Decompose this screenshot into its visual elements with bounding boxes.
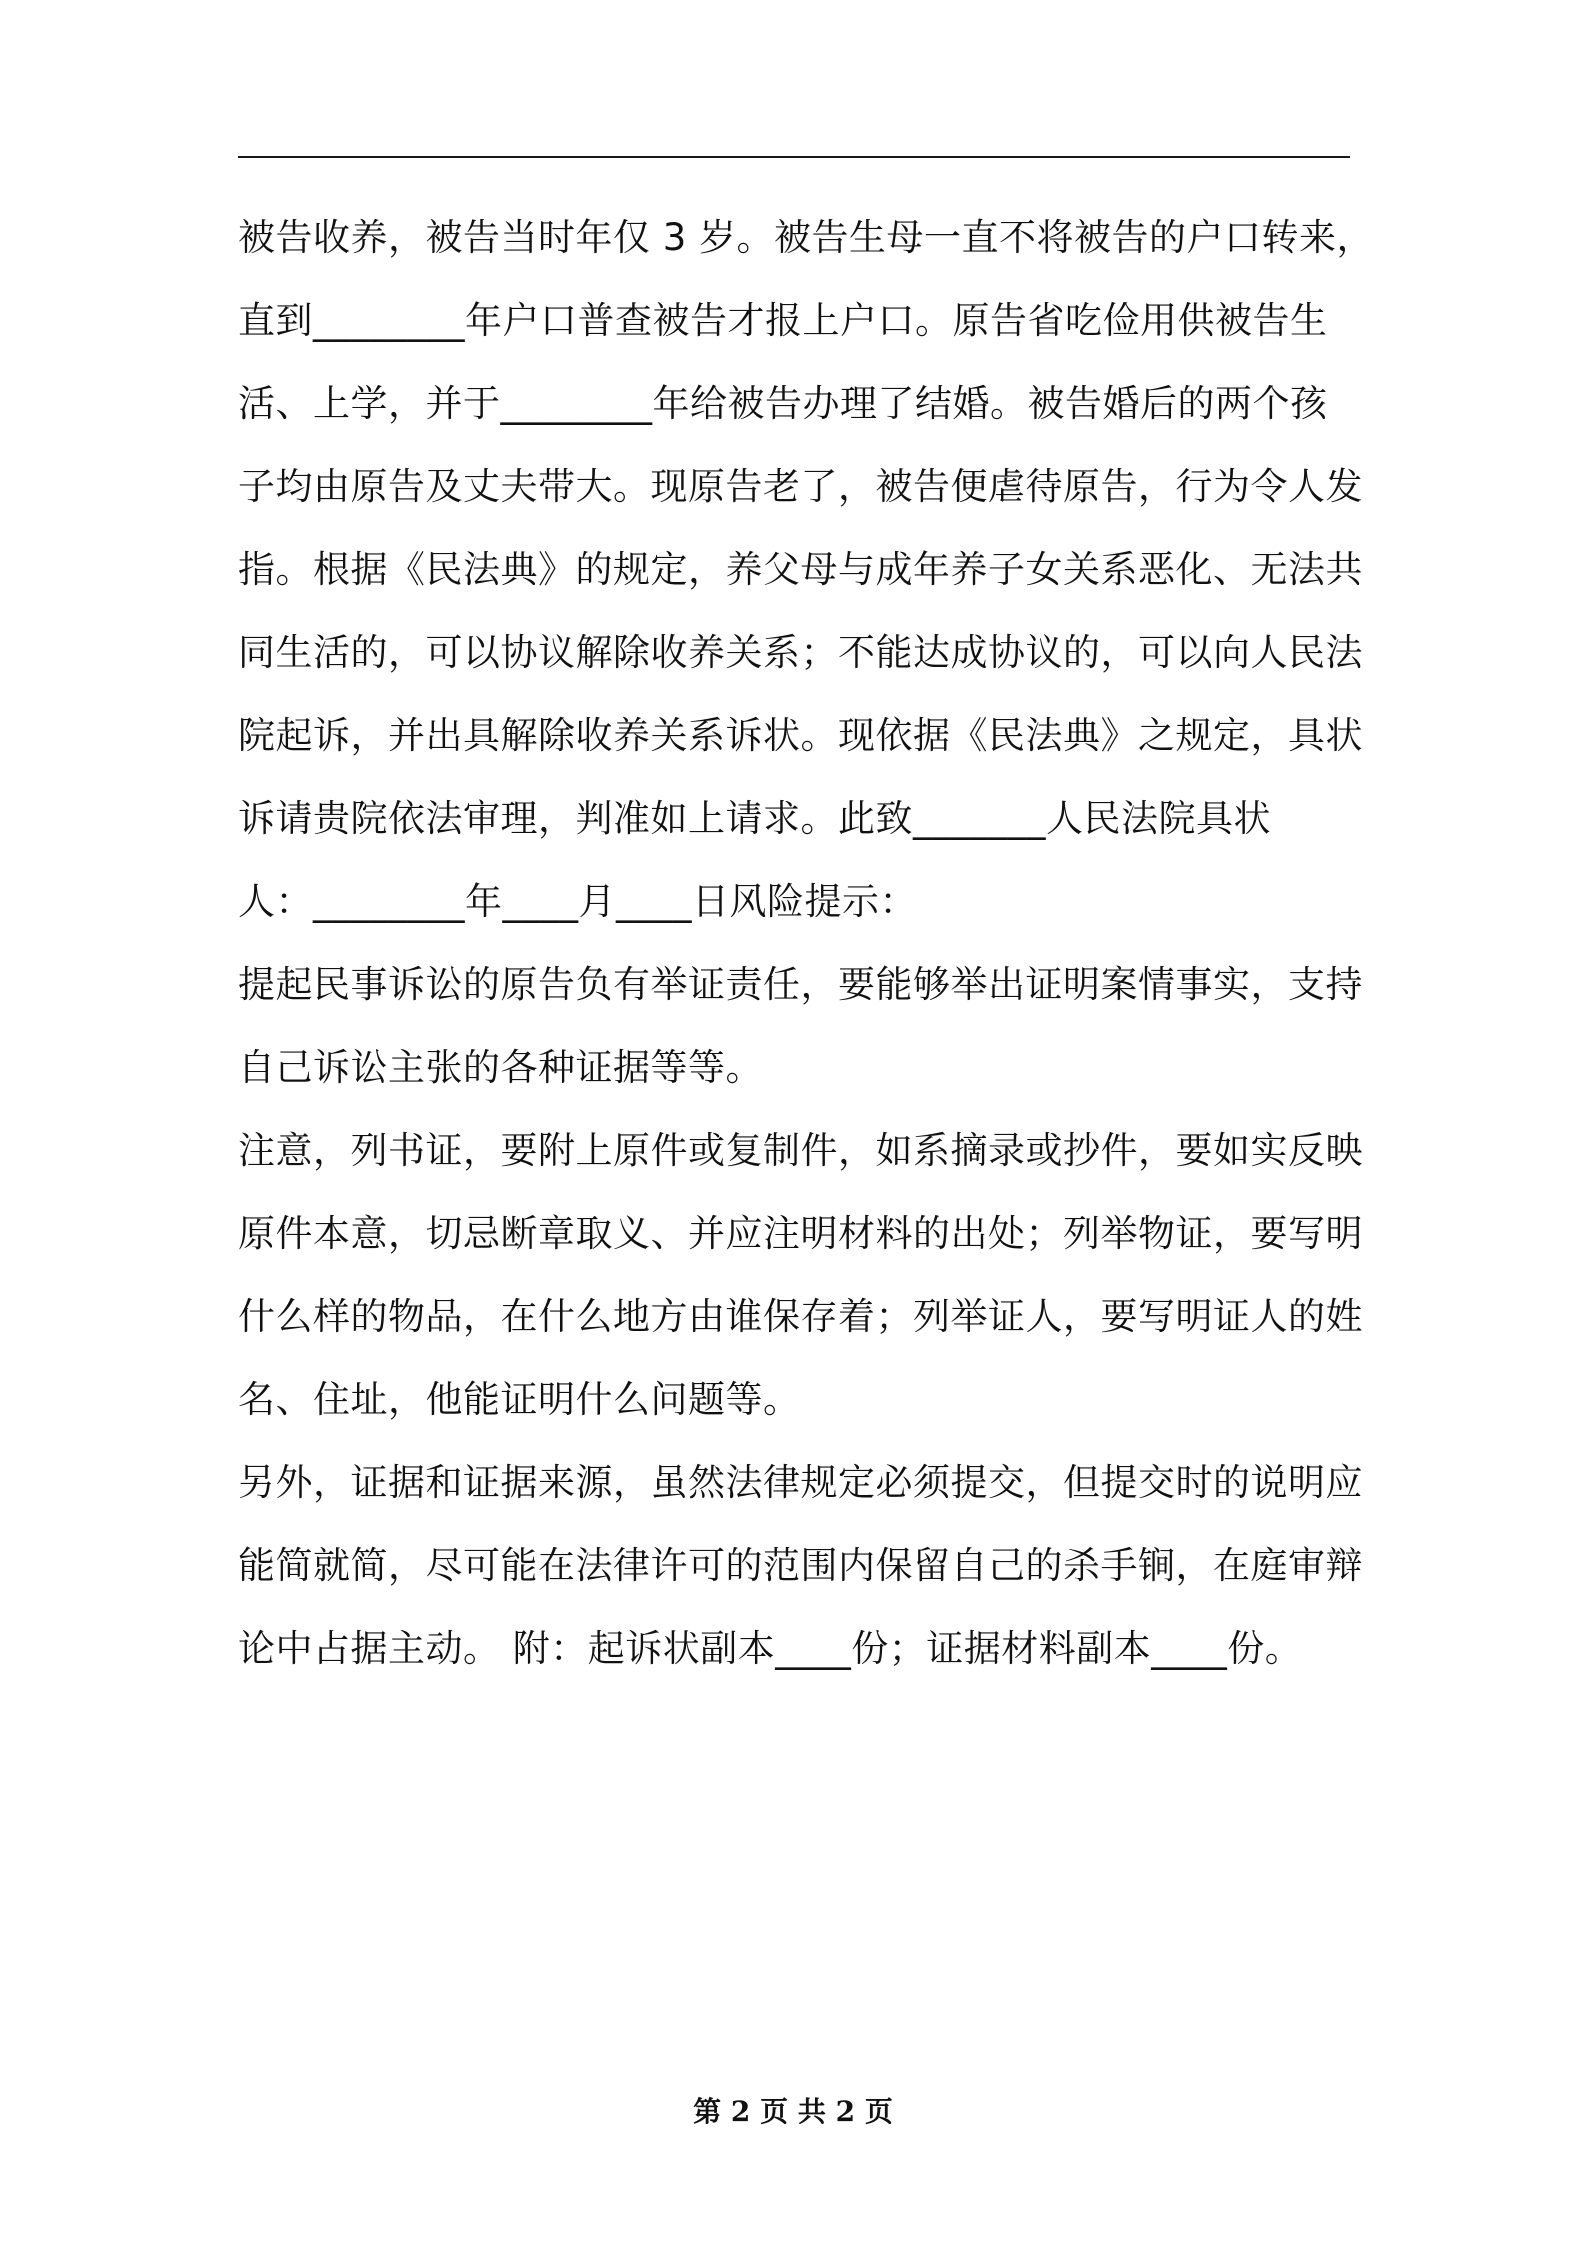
page-number: 第 2 页 共 2 页 (693, 2095, 893, 2128)
body-line: 什么样的物品，在什么地方由谁保存着；列举证人，要写明证人的姓 (238, 1295, 1363, 1338)
body-line: 诉请贵院依法审理，判准如上请求。此致_______人民法院具状 (238, 797, 1271, 840)
header-divider (238, 156, 1350, 158)
body-line: 原件本意，切忌断章取义、并应注明材料的出处；列举物证，要写明 (238, 1212, 1363, 1255)
body-line: 能简就简，尽可能在法律许可的范围内保留自己的杀手锏，在庭审辩 (238, 1544, 1363, 1587)
body-line: 活、上学，并于________年给被告办理了结婚。被告婚后的两个孩 (238, 382, 1328, 425)
body-line: 自己诉讼主张的各种证据等等。 (238, 1046, 763, 1089)
body-line: 同生活的，可以协议解除收养关系；不能达成协议的，可以向人民法 (238, 631, 1363, 674)
body-line: 院起诉，并出具解除收养关系诉状。现依据《民法典》之规定，具状 (238, 714, 1363, 757)
body-line: 子均由原告及丈夫带大。现原告老了，被告便虐待原告，行为令人发 (238, 465, 1363, 508)
body-line: 提起民事诉讼的原告负有举证责任，要能够举出证明案情事实，支持 (238, 963, 1363, 1006)
body-line: 名、住址，他能证明什么问题等。 (238, 1378, 801, 1421)
body-line: 被告收养，被告当时年仅 3 岁。被告生母一直不将被告的户口转来， (238, 216, 1375, 259)
body-line: 指。根据《民法典》的规定，养父母与成年养子女关系恶化、无法共 (238, 548, 1363, 591)
body-line: 注意，列书证，要附上原件或复制件，如系摘录或抄件，要如实反映 (238, 1129, 1363, 1172)
body-line: 论中占据主动。 附：起诉状副本____份；证据材料副本____份。 (238, 1627, 1303, 1670)
body-line: 直到________年户口普查被告才报上户口。原告省吃俭用供被告生 (238, 299, 1328, 342)
body-line: 人：________年____月____日风险提示： (238, 880, 917, 923)
document-body (238, 196, 1375, 1690)
body-line: 另外，证据和证据来源，虽然法律规定必须提交，但提交时的说明应 (238, 1461, 1363, 1504)
